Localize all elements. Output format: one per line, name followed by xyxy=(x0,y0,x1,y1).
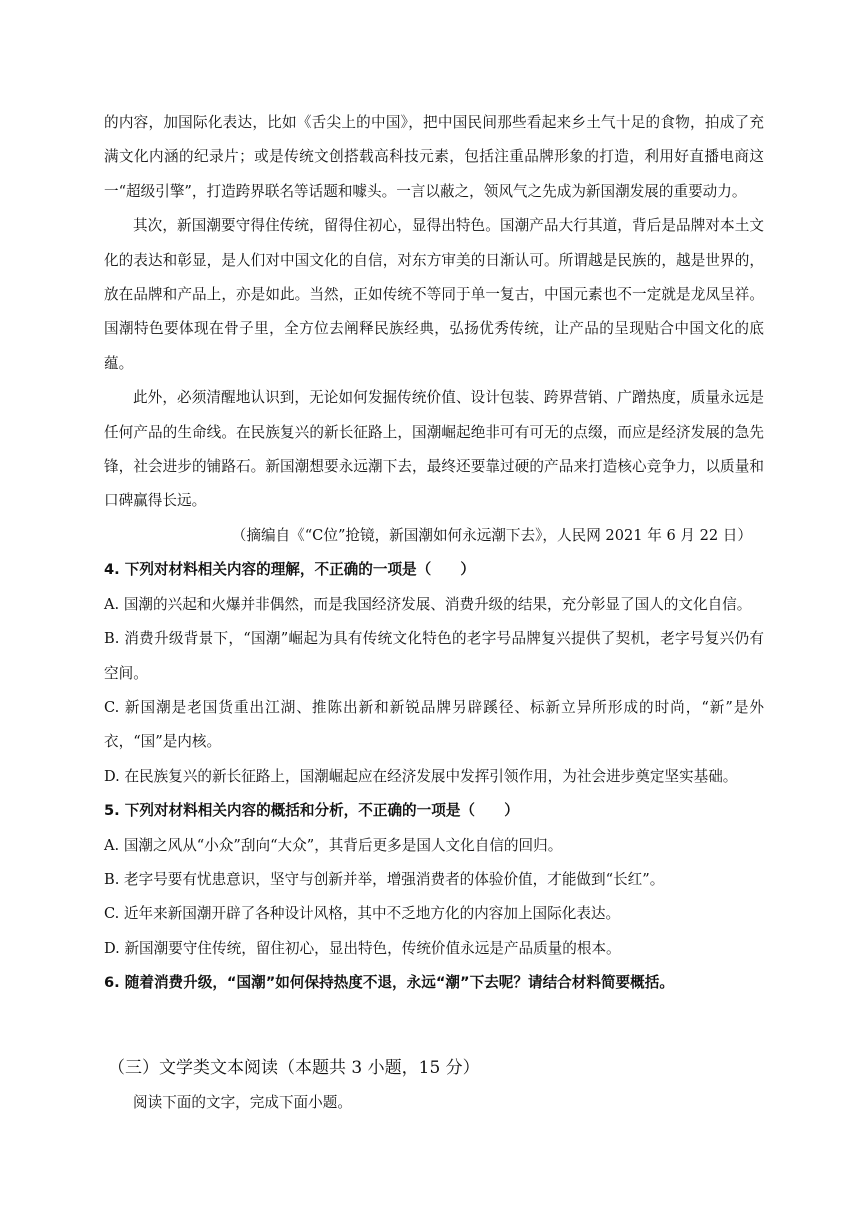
question-stem: 6. 随着消费升级，“国潮”如何保持热度不退，永远“潮”下去呢？请结合材料简要概括。 xyxy=(104,974,674,992)
option-b: B. 老字号要有忧患意识，坚守与创新并举，增强消费者的体验价值，才能做到“长红”。 xyxy=(104,870,665,888)
source-citation: （摘编自《“C位”抢镜，新国潮如何永远潮下去》，人民网 2021 年 6 月 22 日） xyxy=(231,526,752,544)
question-5 xyxy=(104,794,764,966)
question-stem: 5. 下列对材料相关内容的概括和分析，不正确的一项是（ ） xyxy=(104,802,519,820)
section-title: （三）文学类文本阅读（本题共 3 小题，15 分） xyxy=(108,1058,480,1078)
option-c: C. 近年来新国潮开辟了各种设计风格，其中不乏地方化的内容加上国际化表达。 xyxy=(104,905,621,923)
question-4 xyxy=(104,553,764,794)
option-c: C. 新国潮是老国货重出江湖、推陈出新和新锐品牌另辟蹊径、标新立异所形成的时尚，“新”是外衣，“国”是内核。 xyxy=(104,698,764,751)
option-a: A. 国潮的兴起和火爆并非偶然，而是我国经济发展、消费升级的结果，充分彰显了国人的文化自信。 xyxy=(104,595,752,613)
section-instruction: 阅读下面的文字，完成下面小题。 xyxy=(133,1094,352,1111)
paragraph-3: 此外，必须清醒地认识到，无论如何发掘传统价值、设计包装、跨界营销、广蹭热度，质量永远是任何产品的生命线。在民族复兴的新长征路上，国潮崛起绝非可有可无的点缀，而应是经济发展的急先锋，社会进步的铺路石。新国潮想要永远潮下去，最终还要靠过硬的产品来打造核心竞争力，以质量和口碑赢得长远。 xyxy=(104,389,764,510)
option-a: A. 国潮之风从“小众”刮向“大众”，其背后更多是国人文化自信的回归。 xyxy=(104,836,563,854)
option-d: D. 在民族复兴的新长征路上，国潮崛起应在经济发展中发挥引领作用，为社会进步奠定坚实基础。 xyxy=(104,767,738,785)
option-b: B. 消费升级背景下，“国潮”崛起为具有传统文化特色的老字号品牌复兴提供了契机，老字号复兴仍有空间。 xyxy=(104,630,764,682)
question-6 xyxy=(104,966,764,1000)
option-d: D. 新国潮要守住传统，留住初心，显出特色，传统价值永远是产品质量的根本。 xyxy=(104,939,621,957)
question-stem: 4. 下列对材料相关内容的理解，不正确的一项是（ ） xyxy=(104,561,476,579)
paragraph-2: 其次，新国潮要守得住传统，留得住初心，显得出特色。国潮产品大行其道，背后是品牌对本土文化的表达和彰显，是人们对中国文化的自信，对东方审美的日渐认可。所谓越是民族的，越是世界的，放在品牌和产品上，亦是如此。当然，正如传统不等同于单一复古，中国元素也不一定就是龙凤呈祥。国潮特色要体现在骨子里，全方位去阐释民族经典，弘扬优秀传统，让产品的呈现贴合中国文化的底蕴。 xyxy=(104,217,764,372)
article-body xyxy=(104,106,764,1001)
paragraph-1: 的内容，加国际化表达，比如《舌尖上的中国》，把中国民间那些看起来乡土气十足的食物，拍成了充满文化内涵的纪录片；或是传统文创搭载高科技元素，包括注重品牌形象的打造，利用好直播电商这一“超级引擎”，打造跨界联名等话题和噱头。一言以蔽之，领风气之先成为新国潮发展的重要动力。 xyxy=(104,114,764,200)
